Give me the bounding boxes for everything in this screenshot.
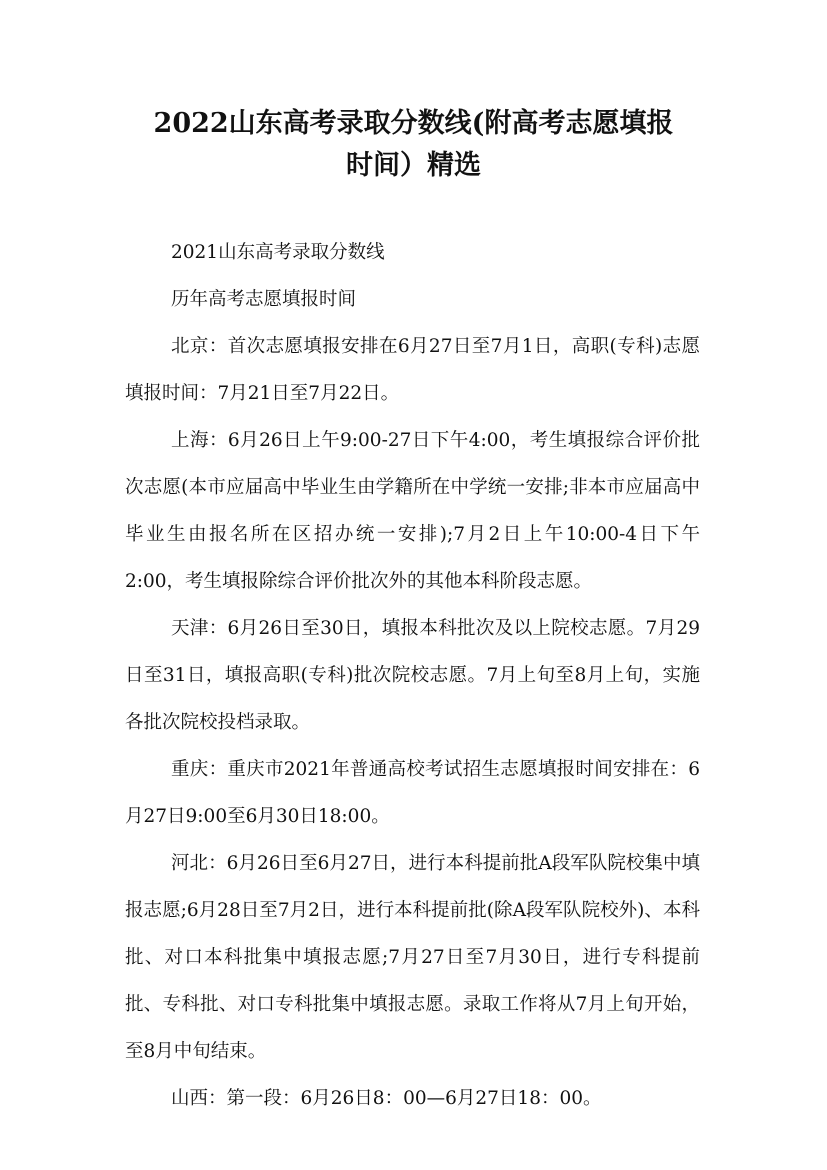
paragraph-past-years-schedule: 历年高考志愿填报时间 <box>171 289 357 310</box>
paragraph-beijing: 北京：首次志愿填报安排在6月27日至7月1日，高职(专科)志愿填报时间：7月21日至7月22日。 <box>125 336 700 404</box>
document-body <box>125 229 700 1122</box>
paragraph-hebei: 河北：6月26日至6月27日，进行本科提前批A段军队院校集中填报志愿;6月28日至7月2日，进行本科提前批(除A段军队院校外)、本科批、对口本科批集中填报志愿;7月27日至7月30日，进行专科提前批、专科批、对口专科批集中填报志愿。录取工作将从7月上旬开始，至8月中旬结束。 <box>125 853 700 1062</box>
paragraph-shanghai: 上海：6月26日上午9:00-27日下午4:00，考生填报综合评价批次志愿(本市应届高中毕业生由学籍所在中学统一安排;非本市应届高中毕业生由报名所在区招办统一安排);7月2日上午10:00-4日下午2:00，考生填报除综合评价批次外的其他本科阶段志愿。 <box>125 430 700 592</box>
document-title-line-2: 时间）精选 <box>346 150 481 181</box>
paragraph-shanxi: 山西：第一段：6月26日8：00—6月27日18：00。 <box>171 1088 602 1109</box>
paragraph-tianjin: 天津：6月26日至30日，填报本科批次及以上院校志愿。7月29日至31日，填报高职(专科)批次院校志愿。7月上旬至8月上旬，实施各批次院校投档录取。 <box>125 618 700 733</box>
document-title-line-1: 2022山东高考录取分数线(附高考志愿填报 <box>153 108 674 139</box>
paragraph-shandong-score-line: 2021山东高考录取分数线 <box>171 242 385 263</box>
paragraph-chongqing: 重庆：重庆市2021年普通高校考试招生志愿填报时间安排在：6月27日9:00至6月30日18:00。 <box>125 759 700 827</box>
